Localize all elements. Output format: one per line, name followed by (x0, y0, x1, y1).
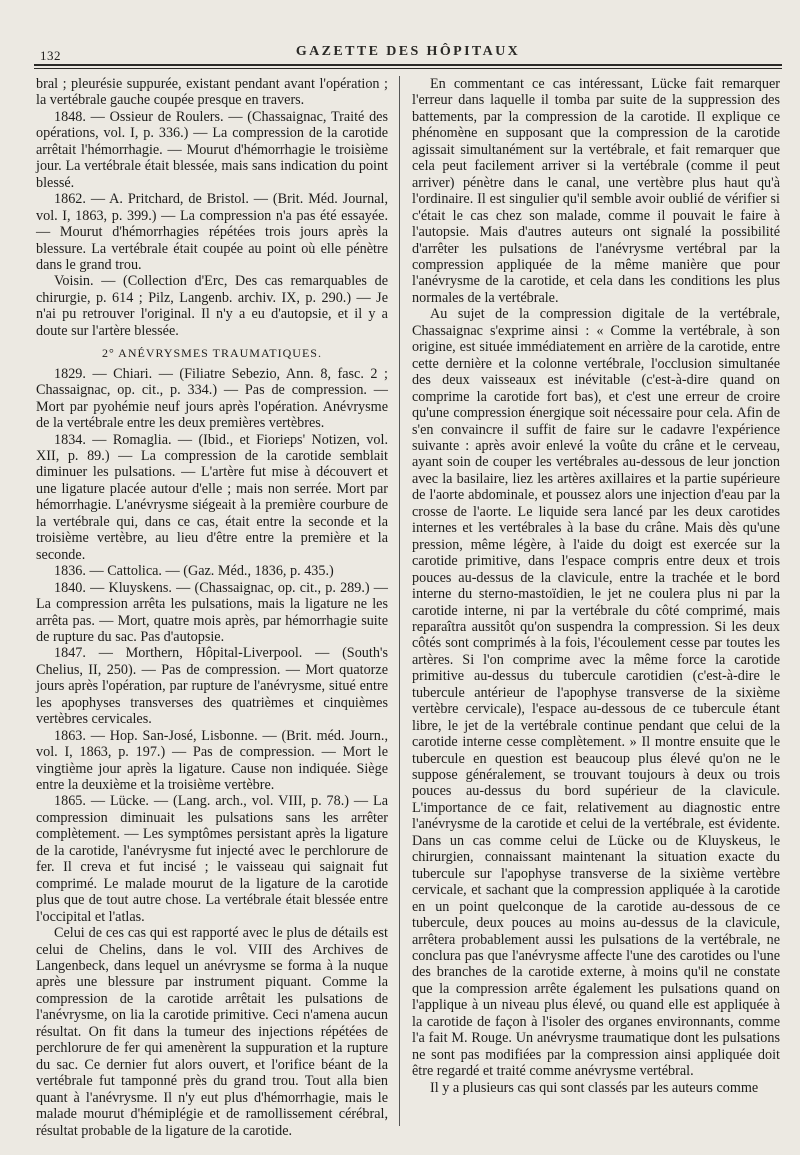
right-column (412, 76, 780, 1096)
header-rule (34, 64, 782, 66)
paragraph: Celui de ces cas qui est rapporté avec le plus de détails est celui de Chelins, dans le vol. VIII des Archives de Langenbeck, dans lequel un anévrysme se forma à la nuque après une blessure par instrument piquant. Comme la compression de la carotide arrêtait les pulsations de l'anévrysme, on lia la carotide primitive. Ceci n'amena aucun résultat. On fit dans la tumeur des injections répétées de perchlorure de fer qui amenèrent la suppuration et la rupture du sac. Ce dernier fut alors ouvert, et l'orifice béant de la vertébrale fut tamponné près du grand trou. Tout alla bien quant à l'anévrysme. Il n'y eut plus d'hémorrhagie, mais le malade mourut d'hémiplégie et de ramollissement cérébral, résultat probable de la ligature de la carotide. (36, 925, 388, 1139)
case-entry: 1834. — Romaglia. — (Ibid., et Fiorieps' Notizen, vol. XII, p. 89.) — La compression de la carotide semblait diminuer les pulsations. — L'artère fut mise à découvert et une ligature placée autour d'elle ; mais non serrée. Mort par hémorrhagie. L'anévrysme siégeait à la première courbure de la vertébrale qui, dans ce cas, était entre la seconde et la troisième vertèbre, au lieu d'être entre la première et la seconde. (36, 431, 388, 563)
case-entry: 1863. — Hop. San-José, Lisbonne. — (Brit. méd. Journ., vol. I, 1863, p. 197.) — Pas de compression. — Mort le vingtième jour après la ligature. Cause non indiquée. Siège entre la deuxième et la troisième vertèbre. (36, 727, 388, 794)
left-column (36, 76, 388, 1139)
case-entry: 1865. — Lücke. — (Lang. arch., vol. VIII, p. 78.) — La compression diminuait les pulsations sans les arrêter complètement. — Les symptômes persistant après la ligature de la carotide, l'anévrysme fut injecté avec le perchlorure de fer. Il creva et fut incisé ; le vaisseau qui saignait fut comprimé. Le malade mourut de la ligature de la carotide plus que de tout autre chose. La vertébrale était blessée entre l'occipital et l'atlas. (36, 793, 388, 925)
section-heading: 2° ANÉVRYSMES TRAUMATIQUES. (102, 346, 322, 361)
page-header (34, 36, 782, 64)
paragraph: Au sujet de la compression digitale de la vertébrale, Chassaignac s'exprime ainsi : « Comme la vertébrale, à son origine, est située immédiatement en arrière de la carotide, entre cette dernière et la colonne vertébrale, l'occlusion simultanée des deux vaisseaux est inévitable (c'est-à-dire quand on comprime la carotide fort bas), et c'est une erreur de croire qu'une compression énergique soit nécessaire pour cela. Afin de s'en convaincre il suffit de faire sur le cadavre l'expérience suivante : après avoir enlevé la voûte du crâne et le cerveau, ayant soin de couper les vertébrales au-dessous de leur jonction avec la basilaire, liez les artères axillaires et la partie supérieure de l'aorte abdominale, et poussez alors une injection d'eau par la crosse de l'aorte. Le liquide sera lancé par les deux carotides internes et les vertébrales à la base du crâne. Mais dès qu'une pression, même légère, à l'aide du doigt est exercée sur la carotide primitive, dans l'espace compris entre deux et trois pouces au-dessus de la clavicule, entre la trachée et le bord interne du sterno-mastoïdien, le jet ne coulera plus ni par la carotide interne, ni par la vertébrale du côté comprimé, mais reparaîtra aussitôt qu'on suspendra la compression. Si les deux côtés sont comprimés à la fois, l'écoulement cesse par toutes les artères. Si l'on comprime avec la même force la carotide primitive au-dessus du tubercule carotidien (c'est-à-dire le tubercule antérieur de l'apophyse transverse de la sixième vertèbre cervicale), l'espace au-dessous de ce tubercule étant libre, le jet de la vertébrale continue pendant que celui de la carotide interne cesse complètement. » Il montre ensuite que le tubercule en question est beaucoup plus élevé qu'on ne le suppose généralement, se trouvant toujours à deux ou trois pouces au-dessus du bord supérieur de la clavicule. L'importance de ce fait, relativement au diagnostic entre l'anévrysme de la carotide et celui de la vertébrale, est évidente. Dans un cas comme celui de Lücke ou de Kluyskeus, le chirurgien, connaissant maintenant la situation exacte du tubercule sur l'apophyse transverse de la sixième vertèbre cervicale, et sachant que la compression appliquée à la carotide en un point quelconque de la carotide au-dessous de ce tubercule, deux pouces au moins au-dessus de la clavicule, arrêtera probablement aussi les pulsations de la vertébrale, ne conclura pas que l'anévrysme affecte l'une des carotides ou l'une des branches de la carotide externe, à moins qu'il ne constate que la compression arrête également les pulsations quand on l'applique à un niveau plus élevé, ou quand elle est appliquée à la carotide de façon à l'isoler des organes environnants, comme l'a fait M. Rouge. Un anévrysme traumatique dont les pulsations ne sont pas modifiées par la compression ainsi appliquée doit être regardé et traité comme anévrysme vertébral. (412, 306, 780, 1080)
journal-title: GAZETTE DES HÔPITAUX (295, 44, 521, 59)
page-number: 132 (40, 48, 61, 63)
paragraph: Il y a plusieurs cas qui sont classés par les auteurs comme (430, 1079, 759, 1096)
case-entry: 1862. — A. Pritchard, de Bristol. — (Brit. Méd. Journal, vol. I, 1863, p. 399.) — La compression n'a pas été essayée. — Mourut d'hémorrhagies répétées trois jours après la blessure. La vertébrale était coupée au point où elle pénètre dans le grand trou. (36, 191, 388, 273)
case-entry: 1829. — Chiari. — (Filiatre Sebezio, Ann. 8, fasc. 2 ; Chassaignac, op. cit., p. 334.) — Pas de compression. — Mort par pyohémie neuf jours après l'opération. Anévrysme de la vertébrale entre les deux premières vertèbres. (36, 365, 388, 432)
case-entry: 1836. — Cattolica. — (Gaz. Méd., 1836, p. 435.) (54, 563, 334, 580)
column-divider (399, 76, 400, 1126)
paragraph-continuation: bral ; pleurésie suppurée, existant pendant avant l'opération ; la vertébrale gauche coupée presque en travers. (36, 76, 388, 109)
paragraph: En commentant ce cas intéressant, Lücke fait remarquer l'erreur dans laquelle il tomba par suite de la suppression des battements, par la compression de la carotide. Il explique ce phénomène en supposant que la compression de la carotide agissait simultanément sur la vertébrale, et fait remarquer que cela peut facilement arriver si la vertébrale (comme il peut arriver) pénètre dans le canal, une vertèbre plus haut qu'à l'ordinaire. Il est singulier qu'il semble avoir oublié de vérifier si c'était le cas chez son malade, comme il pouvait le faire à l'autopsie. Mais d'autres auteurs ont signalé la possibilité d'arrêter les pulsations de l'anévrysme vertébral par la compression appliquée de la même manière que pour l'anévrysme de la carotide, et cela dans les conditions les plus normales de la vertébrale. (412, 76, 780, 306)
case-entry: 1840. — Kluyskens. — (Chassaignac, op. cit., p. 289.) — La compression arrêta les pulsations, mais la ligature ne les arrêta pas. — Mort, quatre mois après, par hémorrhagie suite de rupture du sac. Pas d'autopsie. (36, 579, 388, 645)
case-entry: Voisin. — (Collection d'Erc, Des cas remarquables de chirurgie, p. 614 ; Pilz, Langenb. archiv. IX, p. 290.) — Je n'ai pu retrouver l'original. Il n'y a eu d'autopsie, et il y a doute sur l'artère blessée. (36, 273, 388, 339)
case-entry: 1848. — Ossieur de Roulers. — (Chassaignac, Traité des opérations, vol. I, p. 336.) — La compression de la carotide arrêtait l'hémorrhagie. — Mourut d'hémorrhagie le troisième jour. La vertébrale était blessée, mais sans indication du point blessé. (36, 108, 388, 191)
case-entry: 1847. — Morthern, Hôpital-Liverpool. — (South's Chelius, II, 250). — Pas de compression. — Mort quatorze jours après l'opération, par rupture de l'anévrysme, situé entre les apophyses transverses des quatrièmes et cinquièmes vertèbres cervicales. (36, 645, 388, 728)
header-rule-thin (34, 68, 782, 69)
